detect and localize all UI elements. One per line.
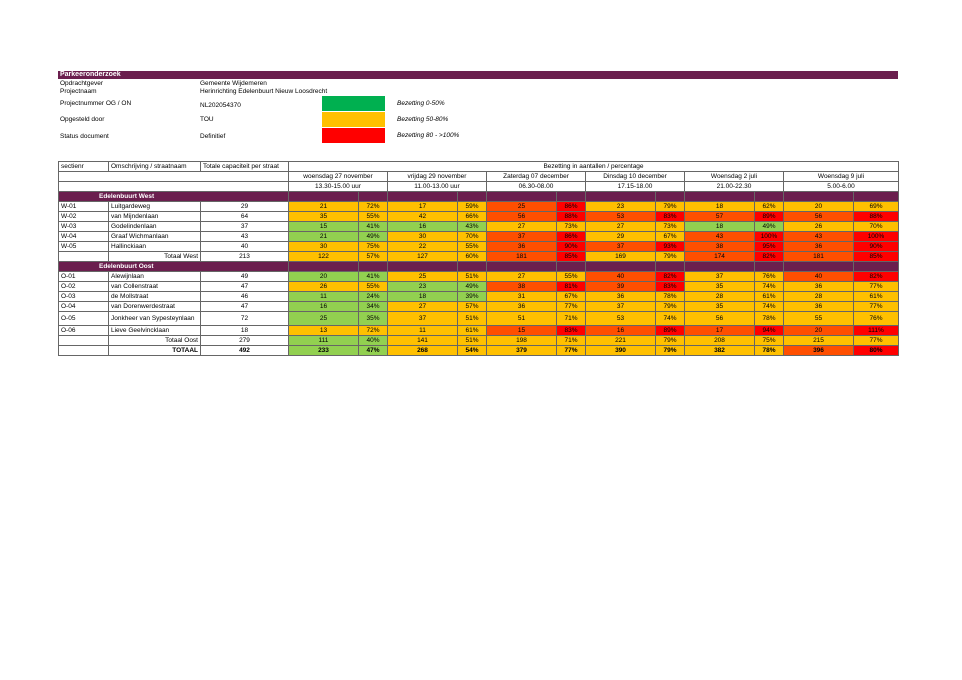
capacity-cell: 46 [201, 292, 289, 302]
percent-cell: 57% [458, 302, 487, 312]
day-header-row [59, 172, 899, 182]
day-header: Woensdag 9 juli [784, 172, 899, 182]
count-cell: 16 [388, 222, 458, 232]
section-fill [458, 262, 487, 272]
count-cell: 11 [388, 326, 458, 336]
section-fill [784, 262, 854, 272]
count-cell: 40 [586, 272, 656, 282]
projectnaam-value: Herinrichting Edelenbuurt Nieuw Loosdrecht [200, 88, 328, 95]
percent-cell: 85% [557, 252, 586, 262]
section-fill [359, 262, 388, 272]
count-cell: 127 [388, 252, 458, 262]
percent-cell: 41% [359, 272, 388, 282]
total-capacity: 213 [201, 252, 289, 262]
percent-cell: 78% [656, 292, 685, 302]
percent-cell: 79% [656, 346, 685, 356]
count-cell: 42 [388, 212, 458, 222]
percent-cell: 73% [557, 222, 586, 232]
count-cell: 36 [784, 282, 854, 292]
table-row [59, 202, 899, 212]
section-fill [656, 192, 685, 202]
count-cell: 22 [388, 242, 458, 252]
count-cell: 25 [289, 312, 359, 326]
capacity-cell: 37 [201, 222, 289, 232]
count-cell: 208 [685, 336, 755, 346]
section-total-row [59, 252, 899, 262]
street-name: van Collenstraat [109, 282, 201, 292]
count-cell: 221 [586, 336, 656, 346]
percent-cell: 34% [359, 302, 388, 312]
percent-cell: 54% [458, 346, 487, 356]
table-row [59, 292, 899, 302]
section-title: Edelenbuurt West [59, 192, 289, 202]
count-cell: 16 [289, 302, 359, 312]
day-header: Zaterdag 07 december [487, 172, 586, 182]
capacity-cell: 47 [201, 282, 289, 292]
grand-total-capacity: 492 [201, 346, 289, 356]
count-cell: 15 [289, 222, 359, 232]
percent-cell: 74% [755, 282, 784, 292]
count-cell: 27 [586, 222, 656, 232]
total-capacity: 279 [201, 336, 289, 346]
sectie-id: W-01 [59, 202, 109, 212]
section-fill [586, 192, 656, 202]
count-cell: 39 [586, 282, 656, 292]
count-cell: 28 [685, 292, 755, 302]
legend-swatch-low [322, 96, 385, 111]
percent-cell: 81% [557, 282, 586, 292]
percent-cell: 62% [755, 202, 784, 212]
count-cell: 40 [784, 272, 854, 282]
section-fill [359, 192, 388, 202]
section-total-row [59, 336, 899, 346]
opdrachtgever-label: Opdrachtgever [60, 80, 103, 87]
street-name: van Dorenwerdestraat [109, 302, 201, 312]
capacity-cell: 29 [201, 202, 289, 212]
count-cell: 26 [784, 222, 854, 232]
count-cell: 35 [289, 212, 359, 222]
percent-cell: 51% [458, 272, 487, 282]
opdrachtgever-value: Gemeente Wijdemeren [200, 80, 267, 87]
count-cell: 30 [388, 232, 458, 242]
count-cell: 396 [784, 346, 854, 356]
count-cell: 382 [685, 346, 755, 356]
percent-cell: 76% [854, 312, 899, 326]
percent-cell: 93% [656, 242, 685, 252]
count-cell: 27 [487, 272, 557, 282]
percent-cell: 77% [854, 336, 899, 346]
percent-cell: 71% [557, 336, 586, 346]
percent-cell: 47% [359, 346, 388, 356]
percent-cell: 43% [458, 222, 487, 232]
percent-cell: 55% [458, 242, 487, 252]
percent-cell: 86% [557, 202, 586, 212]
percent-cell: 79% [656, 302, 685, 312]
blank-cell [59, 182, 289, 192]
percent-cell: 60% [458, 252, 487, 262]
section-fill [755, 192, 784, 202]
percent-cell: 49% [458, 282, 487, 292]
percent-cell: 100% [755, 232, 784, 242]
percent-cell: 69% [854, 202, 899, 212]
count-cell: 20 [289, 272, 359, 282]
capacity-cell: 49 [201, 272, 289, 282]
projectnummer-label: Projectnummer OG / ON [60, 100, 132, 107]
percent-cell: 94% [755, 326, 784, 336]
percent-cell: 78% [755, 346, 784, 356]
percent-cell: 72% [359, 326, 388, 336]
percent-cell: 74% [656, 312, 685, 326]
header-row [59, 162, 899, 172]
count-cell: 25 [487, 202, 557, 212]
day-header: Dinsdag 10 december [586, 172, 685, 182]
section-fill [487, 262, 557, 272]
street-name: de Mollstraat [109, 292, 201, 302]
percent-cell: 59% [458, 202, 487, 212]
percent-cell: 83% [656, 212, 685, 222]
percent-cell: 55% [359, 212, 388, 222]
status-value: Definitief [200, 133, 226, 140]
count-cell: 141 [388, 336, 458, 346]
count-cell: 233 [289, 346, 359, 356]
day-header: vrijdag 29 november [388, 172, 487, 182]
percent-cell: 70% [854, 222, 899, 232]
section-fill [388, 262, 458, 272]
count-cell: 25 [388, 272, 458, 282]
percent-cell: 75% [755, 336, 784, 346]
percent-cell: 66% [458, 212, 487, 222]
count-cell: 53 [586, 212, 656, 222]
capacity-cell: 43 [201, 232, 289, 242]
percent-cell: 82% [656, 272, 685, 282]
percent-cell: 74% [755, 302, 784, 312]
percent-cell: 79% [656, 202, 685, 212]
table-row [59, 312, 899, 326]
count-cell: 29 [586, 232, 656, 242]
section-fill [755, 262, 784, 272]
count-cell: 27 [487, 222, 557, 232]
percent-cell: 77% [557, 346, 586, 356]
time-header: 11.00-13.00 uur [388, 182, 487, 192]
capacity-cell: 64 [201, 212, 289, 222]
count-cell: 20 [784, 326, 854, 336]
section-header [59, 262, 899, 272]
count-cell: 111 [289, 336, 359, 346]
section-fill [685, 262, 755, 272]
street-name: Lieve Geelvincklaan [109, 326, 201, 336]
count-cell: 56 [685, 312, 755, 326]
capacity-cell: 72 [201, 312, 289, 326]
count-cell: 13 [289, 326, 359, 336]
percent-cell: 51% [458, 336, 487, 346]
count-cell: 181 [487, 252, 557, 262]
street-name: Graaf Wichmanlaan [109, 232, 201, 242]
percent-cell: 55% [557, 272, 586, 282]
section-fill [388, 192, 458, 202]
table-row [59, 282, 899, 292]
percent-cell: 40% [359, 336, 388, 346]
sectie-id: O-04 [59, 302, 109, 312]
count-cell: 21 [289, 232, 359, 242]
count-cell: 37 [685, 272, 755, 282]
sectie-id: O-06 [59, 326, 109, 336]
count-cell: 379 [487, 346, 557, 356]
count-cell: 56 [487, 212, 557, 222]
opgesteld-label: Opgesteld door [60, 116, 105, 123]
capacity-cell: 40 [201, 242, 289, 252]
report-title: Parkeeronderzoek [58, 71, 898, 79]
percent-cell: 90% [854, 242, 899, 252]
percent-cell: 67% [656, 232, 685, 242]
table-row [59, 232, 899, 242]
sectie-id: W-02 [59, 212, 109, 222]
sectie-id: O-03 [59, 292, 109, 302]
capacity-cell: 18 [201, 326, 289, 336]
table-row [59, 302, 899, 312]
count-cell: 23 [586, 202, 656, 212]
day-header: Woensdag 2 juli [685, 172, 784, 182]
col-header-sectie: sectienr [59, 162, 109, 172]
table-row [59, 242, 899, 252]
percent-cell: 78% [755, 312, 784, 326]
time-header-row [59, 182, 899, 192]
count-cell: 268 [388, 346, 458, 356]
total-label: Totaal West [109, 252, 201, 262]
legend-label-high: Bezetting 80 - >100% [397, 132, 460, 139]
blank-cell [59, 172, 289, 182]
count-cell: 17 [388, 202, 458, 212]
percent-cell: 76% [755, 272, 784, 282]
percent-cell: 79% [656, 252, 685, 262]
count-cell: 17 [685, 326, 755, 336]
count-cell: 23 [388, 282, 458, 292]
street-name: Hallinckiaan [109, 242, 201, 252]
percent-cell: 72% [359, 202, 388, 212]
section-fill [854, 192, 899, 202]
section-fill [289, 192, 359, 202]
section-fill [487, 192, 557, 202]
status-label: Status document [60, 133, 109, 140]
time-header: 06.30-08.00 [487, 182, 586, 192]
percent-cell: 75% [359, 242, 388, 252]
blank-cell [59, 346, 109, 356]
count-cell: 122 [289, 252, 359, 262]
count-cell: 215 [784, 336, 854, 346]
section-fill [289, 262, 359, 272]
projectnummer-value: NL202054370 [200, 102, 241, 109]
legend-label-mid: Bezetting 50-80% [397, 116, 449, 123]
percent-cell: 95% [755, 242, 784, 252]
count-cell: 57 [685, 212, 755, 222]
percent-cell: 85% [854, 252, 899, 262]
percent-cell: 51% [458, 312, 487, 326]
count-cell: 20 [784, 202, 854, 212]
count-cell: 18 [685, 222, 755, 232]
time-header: 5.00-6.00 [784, 182, 899, 192]
percent-cell: 77% [854, 302, 899, 312]
street-name: Godelindenlaan [109, 222, 201, 232]
percent-cell: 79% [656, 336, 685, 346]
count-cell: 56 [784, 212, 854, 222]
count-cell: 198 [487, 336, 557, 346]
col-header-bezetting: Bezetting in aantallen / percentage [289, 162, 899, 172]
blank-cell [59, 252, 109, 262]
section-fill [557, 192, 586, 202]
percent-cell: 24% [359, 292, 388, 302]
sectie-id: W-03 [59, 222, 109, 232]
percent-cell: 67% [557, 292, 586, 302]
sectie-id: O-01 [59, 272, 109, 282]
table-row [59, 326, 899, 336]
percent-cell: 100% [854, 232, 899, 242]
section-fill [656, 262, 685, 272]
percent-cell: 49% [755, 222, 784, 232]
table-row [59, 222, 899, 232]
count-cell: 37 [586, 242, 656, 252]
count-cell: 28 [784, 292, 854, 302]
percent-cell: 88% [557, 212, 586, 222]
percent-cell: 89% [656, 326, 685, 336]
percent-cell: 73% [656, 222, 685, 232]
sectie-id: O-05 [59, 312, 109, 326]
section-header [59, 192, 899, 202]
count-cell: 35 [685, 282, 755, 292]
count-cell: 181 [784, 252, 854, 262]
count-cell: 37 [586, 302, 656, 312]
projectnaam-label: Projectnaam [60, 88, 97, 95]
count-cell: 53 [586, 312, 656, 326]
section-fill [586, 262, 656, 272]
occupancy-table [58, 161, 899, 356]
section-fill [557, 262, 586, 272]
percent-cell: 83% [656, 282, 685, 292]
legend-label-low: Bezetting 0-50% [397, 100, 445, 107]
percent-cell: 49% [359, 232, 388, 242]
count-cell: 36 [784, 242, 854, 252]
count-cell: 390 [586, 346, 656, 356]
count-cell: 31 [487, 292, 557, 302]
percent-cell: 82% [854, 272, 899, 282]
percent-cell: 61% [458, 326, 487, 336]
section-title: Edelenbuurt Oost [59, 262, 289, 272]
street-name: Jonkheer van Sypesteynlaan [109, 312, 201, 326]
percent-cell: 88% [854, 212, 899, 222]
time-header: 17.15-18.00 [586, 182, 685, 192]
count-cell: 43 [784, 232, 854, 242]
percent-cell: 77% [557, 302, 586, 312]
count-cell: 16 [586, 326, 656, 336]
percent-cell: 82% [755, 252, 784, 262]
legend-swatch-mid [322, 112, 385, 127]
percent-cell: 61% [854, 292, 899, 302]
table-row [59, 212, 899, 222]
percent-cell: 35% [359, 312, 388, 326]
count-cell: 36 [784, 302, 854, 312]
count-cell: 37 [388, 312, 458, 326]
col-header-omschrijving: Omschrijving / straatnaam [109, 162, 201, 172]
percent-cell: 70% [458, 232, 487, 242]
street-name: van Mijndenlaan [109, 212, 201, 222]
percent-cell: 80% [854, 346, 899, 356]
count-cell: 11 [289, 292, 359, 302]
count-cell: 15 [487, 326, 557, 336]
total-label: Totaal Oost [109, 336, 201, 346]
time-header: 21.00-22.30 [685, 182, 784, 192]
section-fill [685, 192, 755, 202]
percent-cell: 57% [359, 252, 388, 262]
percent-cell: 83% [557, 326, 586, 336]
day-header: woensdag 27 november [289, 172, 388, 182]
count-cell: 38 [685, 242, 755, 252]
count-cell: 37 [487, 232, 557, 242]
sectie-id: O-02 [59, 282, 109, 292]
opgesteld-value: TOU [200, 116, 214, 123]
percent-cell: 86% [557, 232, 586, 242]
count-cell: 174 [685, 252, 755, 262]
time-header: 13.30-15.00 uur [289, 182, 388, 192]
section-fill [784, 192, 854, 202]
grand-total-label: TOTAAL [109, 346, 201, 356]
percent-cell: 111% [854, 326, 899, 336]
percent-cell: 61% [755, 292, 784, 302]
count-cell: 27 [388, 302, 458, 312]
grand-total-row [59, 346, 899, 356]
percent-cell: 39% [458, 292, 487, 302]
count-cell: 18 [685, 202, 755, 212]
count-cell: 21 [289, 202, 359, 212]
count-cell: 36 [487, 242, 557, 252]
section-fill [854, 262, 899, 272]
sectie-id: W-05 [59, 242, 109, 252]
count-cell: 36 [487, 302, 557, 312]
percent-cell: 77% [854, 282, 899, 292]
count-cell: 26 [289, 282, 359, 292]
count-cell: 169 [586, 252, 656, 262]
percent-cell: 89% [755, 212, 784, 222]
count-cell: 35 [685, 302, 755, 312]
count-cell: 51 [487, 312, 557, 326]
legend-swatch-high [322, 128, 385, 143]
table-row [59, 272, 899, 282]
percent-cell: 41% [359, 222, 388, 232]
blank-cell [59, 336, 109, 346]
percent-cell: 71% [557, 312, 586, 326]
street-name: Luitgardeweg [109, 202, 201, 212]
count-cell: 43 [685, 232, 755, 242]
street-name: Alewijnlaan [109, 272, 201, 282]
count-cell: 55 [784, 312, 854, 326]
count-cell: 30 [289, 242, 359, 252]
section-fill [458, 192, 487, 202]
count-cell: 18 [388, 292, 458, 302]
percent-cell: 90% [557, 242, 586, 252]
col-header-capaciteit: Totale capaciteit per straat [201, 162, 289, 172]
count-cell: 36 [586, 292, 656, 302]
percent-cell: 55% [359, 282, 388, 292]
count-cell: 38 [487, 282, 557, 292]
capacity-cell: 47 [201, 302, 289, 312]
sectie-id: W-04 [59, 232, 109, 242]
